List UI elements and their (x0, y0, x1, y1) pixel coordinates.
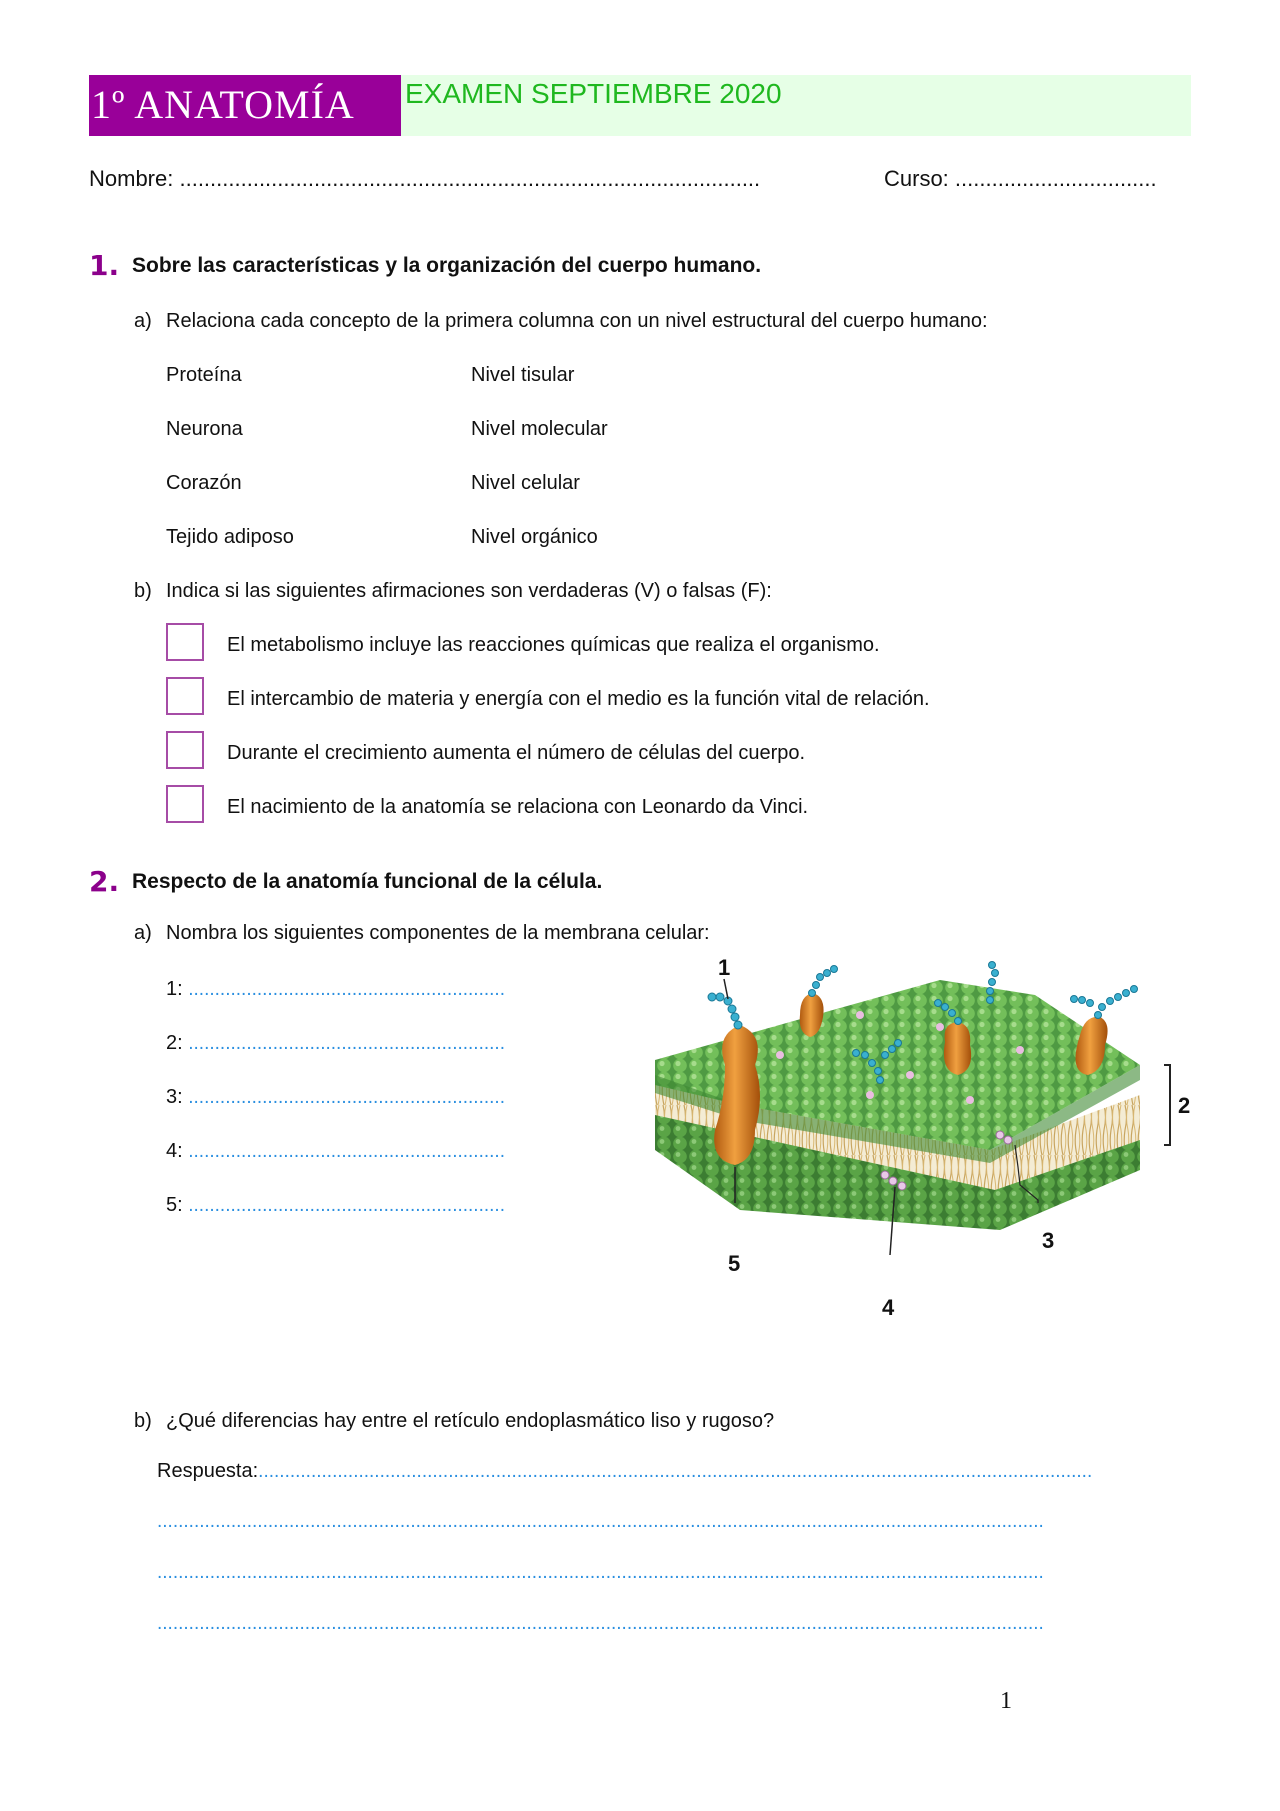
level-item: Nivel tisular (471, 364, 575, 386)
blank-label: 5: (166, 1194, 183, 1216)
true-false-checkbox[interactable] (166, 677, 204, 715)
blank-line[interactable] (166, 1194, 505, 1217)
blank-dots: ............................................................ (188, 1033, 505, 1054)
answer-line[interactable] (157, 1460, 1192, 1483)
diagram-label-5: 5 (728, 1251, 741, 1276)
q2a-prefix: a) (134, 922, 152, 944)
statement-text: El nacimiento de la anatomía se relaciona con Leonardo da Vinci. (227, 796, 809, 818)
q1a-text: Relaciona cada concepto de la primera columna con un nivel estructural del cuerpo humano: (166, 310, 988, 332)
blank-dots: ............................................................ (188, 1087, 505, 1108)
diagram-label-3: 3 (1042, 1228, 1055, 1253)
blank-label: 3: (166, 1086, 183, 1108)
q1b-text: Indica si las siguientes afirmaciones son verdaderas (V) o falsas (F): (166, 580, 772, 602)
curso-label: Curso: (884, 166, 949, 191)
course-title: 1º ANATOMÍA (91, 82, 355, 127)
nombre-dots: ............................................................................................... (179, 166, 761, 191)
nombre-label: Nombre: (89, 166, 174, 191)
q2b-prefix: b) (134, 1410, 152, 1432)
blank-label: 1: (166, 978, 183, 1000)
cholesterol-molecule (881, 1171, 889, 1179)
statement-text: Durante el crecimiento aumenta el número de células del cuerpo. (227, 742, 806, 764)
concept-item: Proteína (166, 364, 242, 386)
blank-dots: ............................................................ (188, 979, 505, 1000)
true-false-checkbox[interactable] (166, 785, 204, 823)
level-item: Nivel celular (471, 472, 580, 494)
exam-banner (401, 75, 1191, 136)
blank-line[interactable] (166, 1086, 505, 1109)
answer-label: Respuesta: (157, 1460, 259, 1482)
page-number: 1 (1000, 1688, 1012, 1714)
q2-title: Respecto de la anatomía funcional de la célula. (132, 870, 603, 893)
statement-text: El metabolismo incluye las reacciones químicas que realiza el organismo. (227, 634, 880, 656)
cell-membrane-diagram (640, 955, 1200, 1325)
true-false-checkbox[interactable] (166, 731, 204, 769)
blank-dots: ............................................................ (188, 1141, 505, 1162)
curso-dots: ................................. (954, 166, 1157, 191)
nombre-field[interactable] (89, 166, 760, 192)
blank-line[interactable] (166, 1032, 505, 1055)
statement-text: El intercambio de materia y energía con el medio es la función vital de relación. (227, 688, 930, 710)
q1-title: Sobre las características y la organización del cuerpo humano. (132, 254, 762, 277)
exam-title: EXAMEN SEPTIEMBRE 2020 (405, 78, 782, 109)
answer-line[interactable]: ........................................................................................................................................................................ (157, 1511, 1044, 1532)
blank-label: 2: (166, 1032, 183, 1054)
q1b-prefix: b) (134, 580, 152, 602)
answer-line[interactable]: ........................................................................................................................................................................ (157, 1613, 1044, 1634)
answer-line[interactable]: ........................................................................................................................................................................ (157, 1562, 1044, 1583)
q1-number: 1. (89, 249, 120, 282)
diagram-label-2: 2 (1178, 1093, 1191, 1118)
concept-item: Tejido adiposo (166, 526, 294, 548)
curso-field[interactable] (884, 166, 1157, 192)
blank-line[interactable] (166, 1140, 505, 1163)
blank-dots: ............................................................ (188, 1195, 505, 1216)
concept-item: Corazón (166, 472, 242, 494)
concept-item: Neurona (166, 418, 243, 440)
diagram-label-1: 1 (718, 955, 731, 980)
true-false-checkbox[interactable] (166, 623, 204, 661)
blank-label: 4: (166, 1140, 183, 1162)
q1a-prefix: a) (134, 310, 152, 332)
answer-dots: .............................................................................................................................................................. (258, 1461, 1093, 1482)
blank-line[interactable] (166, 978, 505, 1001)
level-item: Nivel orgánico (471, 526, 598, 548)
course-banner (89, 75, 401, 136)
q2-number: 2. (89, 865, 120, 898)
level-item: Nivel molecular (471, 418, 608, 440)
diagram-label-4: 4 (882, 1295, 895, 1320)
q2b-text: ¿Qué diferencias hay entre el retículo endoplasmático liso y rugoso? (166, 1410, 775, 1432)
q2a-text: Nombra los siguientes componentes de la membrana celular: (166, 922, 710, 944)
